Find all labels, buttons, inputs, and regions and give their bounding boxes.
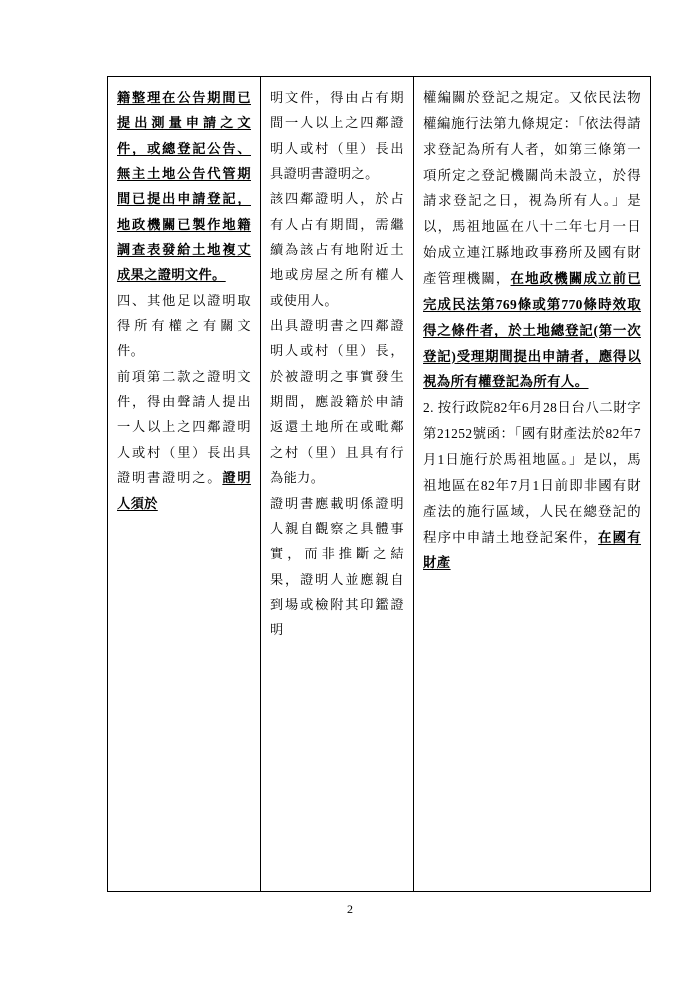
right-paragraph-1-text: 權編關於登記之規定。又依民法物權編施行法第九條規定：「依法得請求登記為所有人者，如第三條第一項所定之登記機關尚未設立，於得請求登記之日，視為所有人。」是以，馬祖地區在八十二年七月一日始成立連江縣地政事務所及國有財產管理機關， [423, 90, 641, 287]
left-paragraph-2: 四、其他足以證明取得所有權之有關文件。 [117, 292, 251, 359]
left-paragraph-4-text: 證明人須於 [117, 470, 251, 511]
document-table [107, 76, 651, 892]
middle-column-content [270, 85, 404, 643]
left-paragraph-3-text: 前項第二款之證明文件，得由聲請人提出一人以上之四鄰證明人或村（里）長出具證明書證明之。 [117, 368, 251, 486]
right-paragraph-1 [423, 85, 641, 395]
table-cell-left-column [108, 77, 261, 892]
right-paragraph-2-text: 在地政機關成立前已完成民法第769條或第770條時效取得之條件者，於土地總登記(第一次登記)受理期間提出申請者，應得以視為所有權登記為所有人。 [423, 271, 641, 390]
page-number: 2 [347, 902, 353, 916]
left-column-content [117, 85, 251, 516]
middle-paragraph-2: 該四鄰證明人，於占有人占有期間，需繼續為該占有地附近土地或房屋之所有權人或使用人。 [270, 191, 404, 308]
middle-paragraph-1: 明文件，得由占有期間一人以上之四鄰證明人或村（里）長出具證明書證明之。 [270, 90, 404, 182]
right-paragraph-3-text: 2. 按行政院82年6月28日台八二財字第21252號函：「國有財產法於82年7月1日施行於馬祖地區。」是以，馬祖地區在82年7月1日前即非國有財產法的施行區域，人民在總登記的程序中申請土地登記案件， [423, 400, 641, 545]
middle-paragraph-3: 出具證明書之四鄰證明人或村（里）長，於被證明之事實發生期間，應設籍於申請返還土地所在或毗鄰之村（里）且具有行為能力。 [270, 318, 404, 486]
table-row [108, 77, 651, 892]
left-paragraph-1: 籍整理在公告期間已提出測量申請之文件，或總登記公告、無主土地公告代管期間已提出申請登記，地政機關已製作地籍調查表發給土地複丈成果之證明文件。 [117, 90, 251, 283]
right-paragraph-3 [423, 395, 641, 576]
left-paragraph-3 [117, 364, 251, 516]
right-column-content [423, 85, 641, 576]
table-cell-right-column [414, 77, 651, 892]
table-cell-middle-column [261, 77, 414, 892]
middle-paragraph-4: 證明書應載明係證明人親自觀察之具體事實，而非推斷之結果，證明人並應親自到場或檢附其印鑑證明 [270, 495, 404, 638]
right-paragraph-4-text: 在國有財產 [423, 529, 641, 571]
